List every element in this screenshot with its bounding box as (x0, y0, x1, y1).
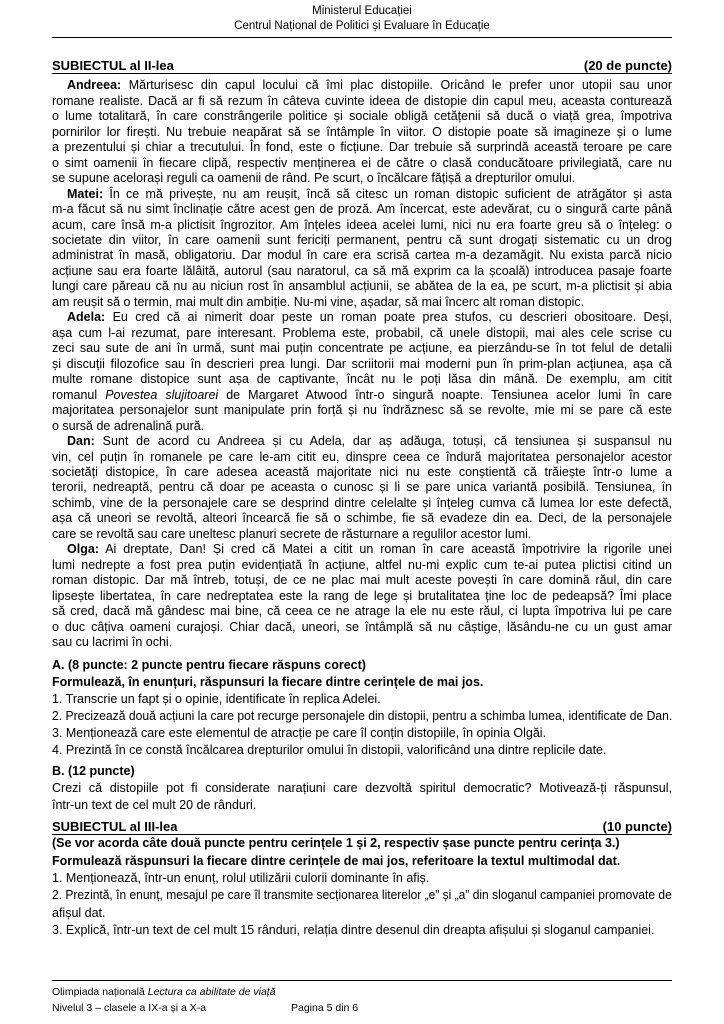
text-line: lumi nedrepte a fost prea puțin evidențiată în acțiune, altfel nu-mi explic cum te-ai putea plictisi citind un (52, 557, 672, 572)
question-item: 3. Menționează care este elementul de atracție pe care îl conțin distopiile, în opinia Olgăi. (52, 725, 547, 740)
text-line (52, 187, 672, 202)
reply-andreea (52, 78, 672, 186)
subject-3-title-row (52, 819, 672, 835)
text-line: așa cum l-ai rezumat, pare interesant. Problema este, probabil, că unele distopii, mai ales cele scrise cu (52, 325, 672, 340)
subject-points: (20 de puncte) (583, 58, 672, 73)
footer-rule (52, 980, 672, 981)
question-item-continuation: afișul dat. (52, 905, 106, 920)
center-name: Centrul Național de Politici și Evaluare în Educație (234, 20, 490, 32)
line-text: Eu cred că ai nimerit doar peste un roman poate prea stufos, cu descrieri obositoare. Deși, (112, 310, 672, 325)
text-line: lipsește libertatea, în care nedreptatea este la rang de lege și brutalitatea ține loc de pedeapsă? Îmi place (52, 588, 672, 603)
part-a-instruction: Formulează, în enunțuri, răspunsuri la fiecare dintre cerințele de mai jos. (52, 674, 484, 689)
page-number: Pagina 5 din 6 (291, 1002, 359, 1014)
text-line (52, 542, 672, 557)
text-line: am reușit să o termin, mai mult din ambiție. Nu-mi vine, așadar, să mai încerc alt roman distopic. (52, 294, 585, 309)
line-text: de Margaret Atwood într-o singură noapte. Tensiunea acelor lumi în care (226, 387, 672, 402)
text-line: lungi care păreau că nu au niciun rost în ansamblul acțiunii, se abătea de la ea, pe scurt, m-a plictisit și abia (52, 279, 672, 294)
text-line: sau cu lacrimi în ochi. (52, 635, 173, 650)
part-b (52, 763, 672, 814)
text-line: terorii, nedreaptă, pentru că doar pe aceasta o cunosc și li se pare unica variantă posibilă. Tensiunea, în (52, 480, 672, 495)
text-line: acțiune sau era foarte lălâită, autorul (sau naratorul, ca să mă exprim ca la școală) introducea pasaje foarte (52, 263, 672, 278)
reply-adela (52, 310, 672, 434)
text-line: acum, care însă m-a plictisit îngrozitor. Am înțeles ideea acelei lumi, nici nu era foarte greu să o înțeleg: o (52, 217, 672, 232)
level-label: Nivelul 3 – clasele a IX-a și a X-a (52, 1002, 207, 1014)
line-text: Mărturisesc din capul locului că îmi plac distopiile. Oricând le prefer unor utopii sau unor (128, 78, 672, 93)
text-line: care se revoltă sau care uneltesc planuri secrete de răsturnare a regulilor acestor lumi. (52, 526, 532, 541)
dialog-text (52, 78, 672, 650)
footer-level-row (52, 1000, 672, 1016)
speaker-name: Matei: (67, 186, 104, 201)
text-line: societate din viitor, în care oamenii sunt fericiți permanent, pentru că sunt drogați sistematic cu un drog (52, 232, 672, 247)
question-item: 1. Transcrie un fapt și o opinie, identificate în replica Adelei. (52, 691, 381, 706)
part-a (52, 657, 672, 759)
question-item: 3. Explică, într-un text de cel mult 15 rânduri, relația dintre desenul din dreapta afișului și sloganul campaniei. (52, 923, 655, 938)
text-line: o sursă de adrenalină pură. (52, 418, 205, 433)
olympiad-title: Lectura ca abilitate de viață (147, 986, 276, 998)
reply-matei (52, 187, 672, 311)
text-line: așa că uneori se revoltă, alteori încearcă fie să o schimbe, fie să evadeze din ea. Deci, de la personajele (52, 511, 672, 526)
subject-2-title-row (52, 58, 672, 74)
subject-3-instruction: Formulează răspunsuri la fiecare dintre cerințele de mai jos, referitoare la textul multimodal dat. (52, 853, 621, 868)
text-line: o lume totalitară, în care constrângerile politice și sociale obligă cetățenii să ducă o viață grea, împotriva (52, 109, 672, 124)
text-line: o simt oamenii în fiecare clipă, respectiv menținerea ei de către o clasă conducătoare privilegiată, care nu (52, 155, 672, 170)
text-line: vin, cel puțin în romanele pe care le-am citit eu, dinspre ceea ce îndură majoritatea personajelor acestor (52, 449, 672, 464)
text-line: a prezentului și chiar a trecutului. În fond, este o ficțiune. Dar trebuie să surprindă această teroare pe care (52, 140, 672, 155)
text-line (52, 388, 672, 403)
text-line: romane realiste. Dacă ar fi să rezum în câteva cuvinte ideea de distopie din capul meu, aceasta conturează (52, 93, 672, 108)
speaker-name: Dan: (67, 434, 95, 449)
question-item: 1. Menționează, într-un enunț, rolul utilizării culorii dominante în afiș. (52, 871, 430, 886)
part-b-heading: B. (12 puncte) (52, 763, 135, 778)
scoring-note: (Se vor acorda câte două puncte pentru cerințele 1 și 2, respectiv șase puncte pentru cerința 3.) (52, 836, 620, 851)
book-title: Povestea slujitoarei (105, 387, 219, 402)
page-footer (52, 984, 672, 1016)
question-line: într-un text de cel mult 20 de rânduri. (52, 797, 257, 812)
text-line: schimb, vine de la personajele care se desprind dintre celelalte și înțeleg cumva că lumea lor este defectă, (52, 495, 672, 510)
ministry-name: Ministerul Educației (312, 5, 412, 17)
question-item: 2. Precizează două acțiuni la care pot recurge personajele din distopii, pentru a schimba lumea, identificate de Dan. (52, 708, 673, 723)
text-line (52, 310, 672, 325)
question-item: 4. Prezintă în ce constă încălcarea drepturilor omului în distopii, valorificând una dintre replicile date. (52, 742, 607, 757)
text-line (52, 434, 672, 449)
page-header (52, 4, 672, 34)
header-rule (52, 37, 672, 38)
part-a-heading: A. (8 puncte: 2 puncte pentru fiecare răspuns corect) (52, 657, 366, 672)
subject-title: SUBIECTUL al II-lea (52, 58, 174, 73)
speaker-name: Olga: (67, 542, 99, 557)
text-line: să cred, dacă mă gândesc mai bine, că ceea ce ne atrage la ele nu este răul, ci lupta împotriva lui pe care (52, 604, 672, 619)
question-item: 2. Prezintă, în enunț, mesajul pe care îl transmite secționarea literelor „e” și „a” din sloganul campaniei promovate de (52, 888, 672, 903)
footer-olympiad (52, 984, 672, 1000)
text-line: o duc câțiva oameni curajoși. Chiar dacă, uneori, se întâmplă să nu câștige, lăsându-ne cu un gust amar (52, 619, 672, 634)
reply-olga (52, 542, 672, 650)
line-text: romanul (52, 387, 98, 402)
text-line: administrat în masă, obligatoriu. Dar modul în care era scrisă cartea m-a dezamăgit. Nu exista parcă nicio (52, 248, 672, 263)
text-line: m-a făcut să nu simt înclinație către acest gen de proză. Am încercat, este adevărat, cu o singură carte până (52, 202, 672, 217)
speaker-name: Adela: (67, 310, 106, 325)
line-text: În ce mă privește, nu am reușit, încă să citesc un roman distopic suficient de atrăgător și asta (109, 186, 672, 201)
text-line: societăți distopice, în care adesea această majoritate nici nu este conștientă că trăiește într-o lume a (52, 465, 672, 480)
text-line: zeci sau sute de ani în urmă, sunt mai puțin concentrate pe acțiune, ea pierzându-se în tot felul de detalii (52, 341, 672, 356)
line-text: Sunt de acord cu Andreea și cu Adela, dar aș adăuga, totuși, că tensiunea și suspansul nu (102, 434, 673, 449)
subject-3-body (52, 835, 672, 939)
text-line: și discuții filozofice sau în descrieri prea lungi. Dar scriitorii mai moderni pun în prim-plan acțiunea, așa că (52, 356, 672, 371)
text-line: se supune acelorași reguli ca oamenii de rând. Pe scurt, o încălcare fățișă a drepturilor omului. (52, 171, 576, 186)
reply-dan (52, 434, 672, 542)
question-line: Crezi că distopiile pot fi considerate narațiuni care dezvoltă spiritul democratic? Motivează-ți răspunsul, (52, 780, 672, 795)
text-line: majoritatea personajelor sunt manipulate prin forță și nu îndrăznesc să se revolte, mie mi se pare că este (52, 403, 672, 418)
olympiad-prefix: Olimpiada națională (52, 986, 145, 998)
speaker-name: Andreea: (67, 78, 122, 93)
text-line (52, 78, 672, 93)
text-line: roman distopic. Dar mă întreb, totuși, de ce ne plac mai mult aceste povești în care domină răul, din care (52, 573, 672, 588)
text-line: pornirilor lor firești. Nu trebuie neapărat să se întâmple în viitor. O distopie poate să imagineze și o lume (52, 124, 672, 139)
text-line: multe romane distopice sunt așa de captivante, încât nu le poți lăsa din mână. De exemplu, am citit (52, 372, 672, 387)
subject-title: SUBIECTUL al III-lea (52, 819, 178, 834)
subject-points: (10 puncte) (602, 819, 672, 834)
line-text: Ai dreptate, Dan! Și cred că Matei a citit un roman în care această împotrivire la rigorile unei (105, 542, 672, 557)
